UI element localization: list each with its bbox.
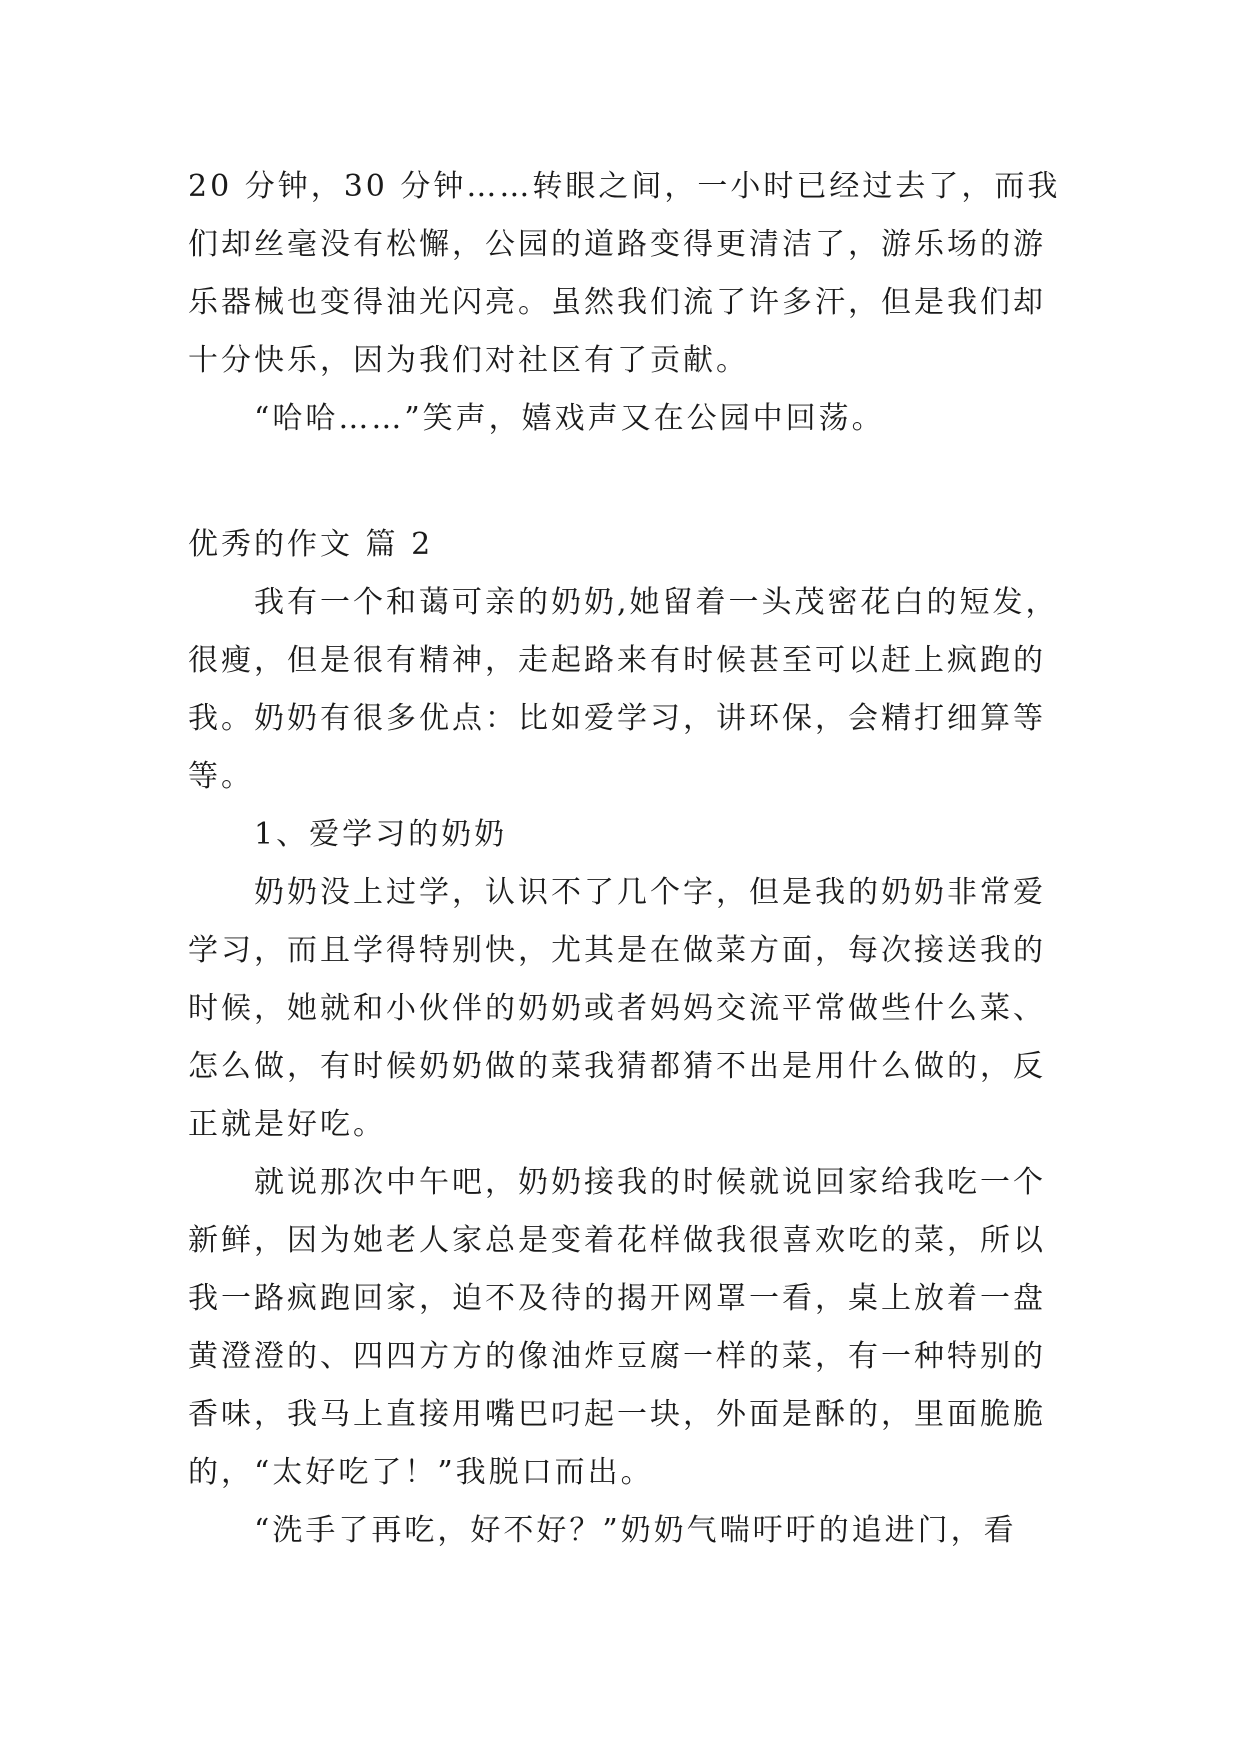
paragraph-line: 很瘦，但是很有精神，走起路来有时候甚至可以赶上疯跑的 [188,643,1046,678]
paragraph-line: 时候，她就和小伙伴的奶奶或者妈妈交流平常做些什么菜、 [188,991,1046,1026]
paragraph-line: 乐器械也变得油光闪亮。虽然我们流了许多汗，但是我们却 [188,285,1046,320]
paragraph-line: 正就是好吃。 [188,1107,386,1142]
paragraph-line: 新鲜，因为她老人家总是变着花样做我很喜欢吃的菜，所以 [188,1223,1046,1258]
paragraph-line: 20 分钟，30 分钟……转眼之间，一小时已经过去了，而我 [188,169,1061,204]
paragraph-line: 学习，而且学得特别快，尤其是在做菜方面，每次接送我的 [188,933,1046,968]
paragraph-line: 黄澄澄的、四四方方的像油炸豆腐一样的菜，有一种特别的 [188,1339,1046,1374]
paragraph-line: 我。奶奶有很多优点：比如爱学习，讲环保，会精打细算等 [188,701,1046,736]
paragraph-line: “洗手了再吃，好不好？”奶奶气喘吁吁的追进门，看 [254,1513,1017,1548]
paragraph-line: 十分快乐，因为我们对社区有了贡献。 [188,343,749,378]
paragraph-line: 的，“太好吃了！”我脱口而出。 [188,1455,654,1490]
section-title: 优秀的作文 篇 2 [188,527,434,562]
essay-section-1 [188,158,1061,448]
paragraph-line: “哈哈……”笑声，嬉戏声又在公园中回荡。 [254,401,885,436]
essay-section-2 [188,516,1059,1560]
subheading: 1、爱学习的奶奶 [254,817,508,852]
paragraph-line: 我一路疯跑回家，迫不及待的揭开网罩一看，桌上放着一盘 [188,1281,1046,1316]
paragraph-line: 我有一个和蔼可亲的奶奶,她留着一头茂密花白的短发， [254,585,1059,620]
paragraph-line: 就说那次中午吧，奶奶接我的时候就说回家给我吃一个 [254,1165,1046,1200]
paragraph-line: 奶奶没上过学，认识不了几个字，但是我的奶奶非常爱 [254,875,1046,910]
paragraph-line: 们却丝毫没有松懈，公园的道路变得更清洁了，游乐场的游 [188,227,1046,262]
paragraph-line: 等。 [188,759,254,794]
paragraph-line: 香味，我马上直接用嘴巴叼起一块，外面是酥的，里面脆脆 [188,1397,1046,1432]
paragraph-line: 怎么做，有时候奶奶做的菜我猜都猜不出是用什么做的，反 [188,1049,1046,1084]
